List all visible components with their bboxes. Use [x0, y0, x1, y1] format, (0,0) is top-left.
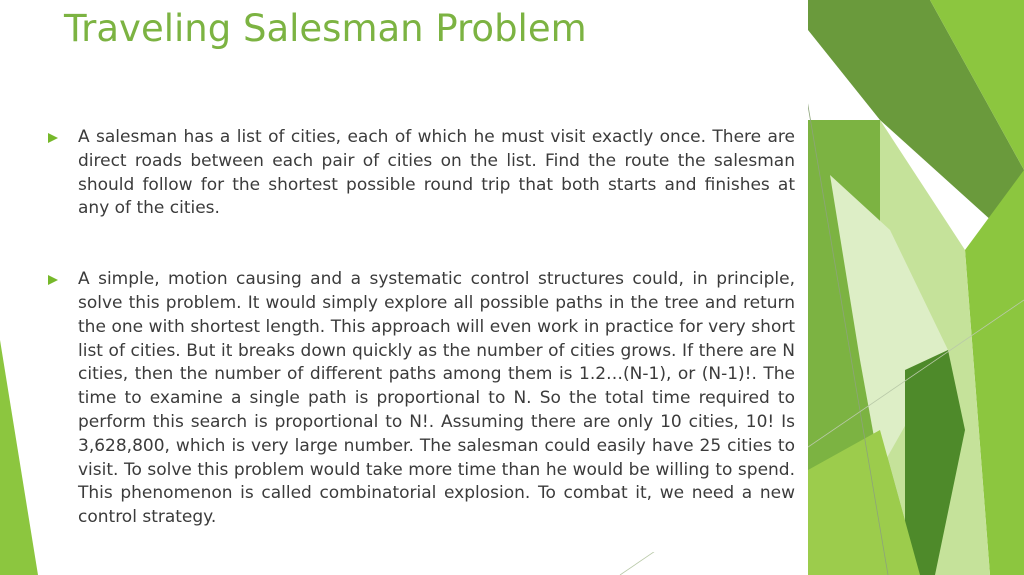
bullet-text: A simple, motion causing and a systematic control structures could, in principle, solve this problem. It would simply explore all possible paths in the tree and return the one with shortest length. This approach will even work in practice for very short list of cities. But it breaks down quickly as the number of cities grows. If there are N cities, then the number of different paths among them is 1.2…(N-1), or (N-1)!. The time to examine a single path is proportional to N. So the total time required to perform this search is proportional to N!. Assuming there are only 10 cities, 10! Is 3,628,800, which is very large number. The salesman could easily have 25 cities to visit. To solve this problem would take more time than he would be willing to spend. This phenomenon is called combinatorial explosion. To combat it, we need a new control strategy.: [78, 269, 795, 528]
triangle-right-icon: [48, 133, 58, 143]
bullet-item: [46, 126, 795, 221]
slide-title: Traveling Salesman Problem: [64, 7, 587, 50]
slide-body: [46, 126, 795, 530]
bullet-item: [46, 268, 795, 530]
bullet-text: A salesman has a list of cities, each of which he must visit exactly once. There are direct roads between each pair of cities on the list. Find the route the salesman should follow for the shortest possible round trip that both starts and finishes at any of the cities.: [78, 127, 795, 219]
triangle-right-icon: [48, 275, 58, 285]
